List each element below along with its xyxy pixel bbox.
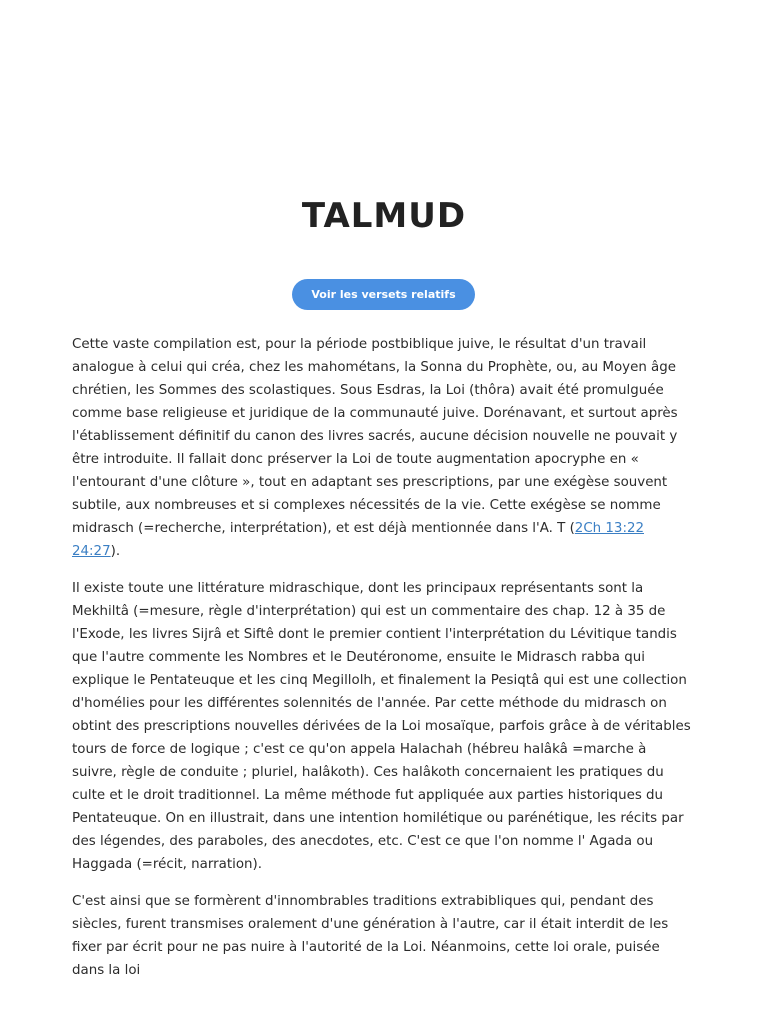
paragraph: C'est ainsi que se formèrent d'innombrables traditions extrabibliques qui, pendant des siècles, furent transmises oralement d'une génération à l'autre, car il était interdit de les fixer par écrit pour ne pas nuire à l'autorité de la Loi. Néanmoins, cette loi orale, puisée dans la loi [72, 894, 669, 978]
paragraph-text: Cette vaste compilation est, pour la période postbiblique juive, le résultat d'un travail analogue à celui qui créa, chez les mahométans, la Sonna du Prophète, ou, au Moyen âge chrétien, les Sommes des scolastiques. Sous Esdras, la Loi (thôra) avait été promulguée comme base religieuse et juridique de la communauté juive. Dorénavant, et surtout après l'établissement définitif du canon des livres sacrés, aucune décision nouvelle ne pouvait y être introduite. Il fallait donc préserver la Loi de toute augmentation apocryphe en « l'entourant d'une clôture », tout en adaptant ses prescriptions, par une exégèse souvent subtile, aux nombreuses et si complexes nécessités de la vie. Cette exégèse se nomme midrasch (=recherche, interprétation), et est déjà mentionnée dans l'A. T ( [72, 337, 678, 536]
paragraph-end: ). [110, 544, 121, 559]
article-body [72, 333, 692, 996]
paragraph [72, 333, 692, 563]
page-title: TALMUD [301, 196, 467, 236]
paragraph: Il existe toute une littérature midraschique, dont les principaux représentants sont la Mekhiltâ (=mesure, règle d'interprétation) qui est un commentaire des chap. 12 à 35 de l'Exode, les livres Sijrâ et Siftê dont le premier contient l'interprétation du Lévitique tandis que l'autre commente les Nombres et le Deutéronome, ensuite le Midrasch rabba qui explique le Pentateuque et les cinq Megillolh, et finalement la Pesiqtâ qui est une collection d'homélies pour les différentes solennités de l'année. Par cette méthode du midrasch on obtint des prescriptions nouvelles dérivées de la Loi mosaïque, parfois grâce à de véritables tours de force de logique ; c'est ce qu'on appela Halachah (hébreu halâkâ =marche à suivre, règle de conduite ; pluriel, halâkoth). Ces halâkoth concernaient les pratiques du culte et le droit traditionnel. La même méthode fut appliquée aux parties historiques du Pentateuque. On en illustrait, dans une intention homilétique ou parénétique, les récits par des légendes, des paraboles, des anecdotes, etc. C'est ce que l'on nomme l' Agada ou Haggada (=récit, narration). [72, 581, 691, 872]
verse-link-2ch-13-22[interactable]: 2Ch 13:22 [574, 521, 644, 536]
verse-link-24-27[interactable]: 24:27 [72, 544, 111, 559]
related-verses-button[interactable]: Voir les versets relatifs [292, 279, 475, 310]
